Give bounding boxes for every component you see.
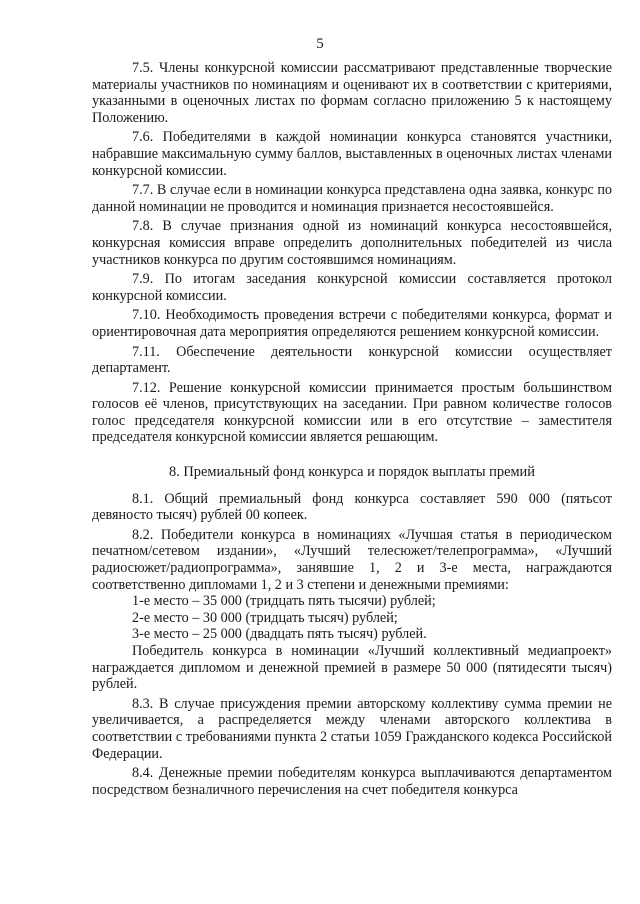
paragraph-7-6: 7.6. Победителями в каждой номинации конкурса становятся участники, набравшие максимальную сумму баллов, выставленных в оценочных листах членами конкурсной комиссии. — [92, 129, 612, 179]
prize-second-place: 2-е место – 30 000 (тридцать тысяч) рублей; — [132, 609, 398, 626]
paragraph-8-1: 8.1. Общий премиальный фонд конкурса составляет 590 000 (пятьсот девяносто тысяч) рублей 00 копеек. — [92, 490, 612, 524]
paragraph-7-10: 7.10. Необходимость проведения встречи с победителями конкурса, формат и ориентировочная дата мероприятия определяются решением конкурсной комиссии. — [92, 307, 612, 340]
prize-first-place: 1-е место – 35 000 (тридцать пять тысячи) рублей; — [132, 593, 436, 610]
section-heading: 8. Премиальный фонд конкурса и порядок выплаты премий — [169, 464, 535, 481]
paragraph-collective-prize: Победитель конкурса в номинации «Лучший коллективный медиапроект» награждается дипломом и денежной премией в размере 50 000 (пятидесяти тысяч) рублей. — [92, 643, 612, 693]
paragraph-8-3: 8.3. В случае присуждения премии авторскому коллективу сумма премии не увеличивается, а распределяется между членами авторского коллектива в соответствии с требованиями пункта 2 статьи 1059 Гражданского кодекса Российской Федерации. — [92, 695, 612, 762]
paragraph-8-2: 8.2. Победители конкурса в номинациях «Лучшая статья в периодическом печатном/сетевом издании», «Лучший телесюжет/телепрограмма», «Лучший радиосюжет/радиопрограмма», занявшие 1, 2 и 3-е места, награждаются соответственно дипломами 1, 2 и 3 степени и денежными премиями: — [92, 526, 612, 593]
paragraph-7-5: 7.5. Члены конкурсной комиссии рассматривают представленные творческие материалы участников по номинациям и оценивают их в соответствии с критериями, указанными в оценочных листах по формам согласно приложению 5 к настоящему Положению. — [92, 60, 612, 126]
paragraph-7-9: 7.9. По итогам заседания конкурсной комиссии составляется протокол конкурсной комиссии. — [92, 271, 612, 304]
paragraph-7-12: 7.12. Решение конкурсной комиссии принимается простым большинством голосов её членов, присутствующих на заседании. При равном количестве голосов голос председателя конкурсной комиссии или в его отсутствие – заместителя председателя конкурсной комиссии является решающим. — [92, 379, 612, 446]
paragraph-7-7: 7.7. В случае если в номинации конкурса представлена одна заявка, конкурс по данной номинации не проводится и номинация признается несостоявшейся. — [92, 182, 612, 215]
document-body — [92, 60, 612, 801]
paragraph-7-11: 7.11. Обеспечение деятельности конкурсной комиссии осуществляет департамент. — [92, 343, 612, 377]
paragraph-7-8: 7.8. В случае признания одной из номинаций конкурса несостоявшейся, конкурсная комиссия вправе определить дополнительных победителей из числа участников конкурса по другим состоявшимся номинациям. — [92, 218, 612, 268]
prize-third-place: 3-е место – 25 000 (двадцать пять тысяч) рублей. — [132, 626, 427, 643]
page-number: 5 — [316, 36, 324, 52]
paragraph-8-4: 8.4. Денежные премии победителям конкурса выплачиваются департаментом посредством безналичного перечисления на счет победителя конкурса — [92, 765, 612, 798]
